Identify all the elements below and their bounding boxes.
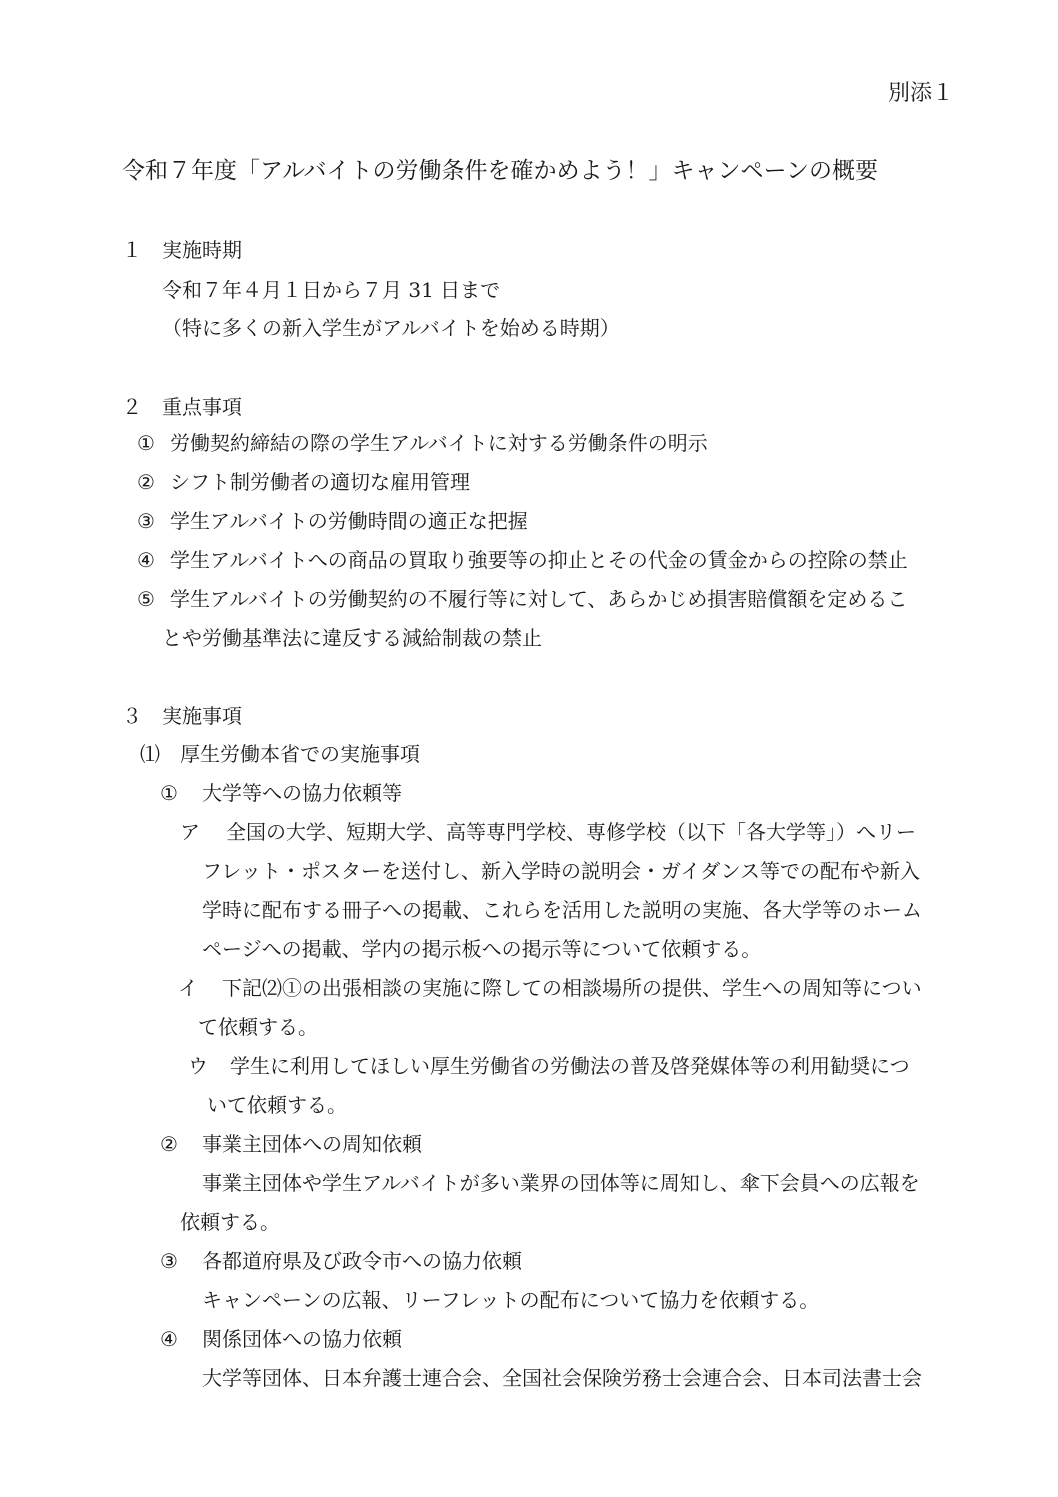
focus-item-2-marker: ②	[137, 470, 155, 494]
item-3-marker: ③	[160, 1249, 178, 1273]
item-2-heading: 事業主団体への周知依頼	[202, 1132, 422, 1156]
focus-item-2-text: シフト制労働者の適切な雇用管理	[170, 470, 470, 494]
item-1-u-line-1: 学生に利用してほしい厚生労働省の労働法の普及啓発媒体等の利用勧奨につ	[230, 1054, 910, 1078]
section-3-number: ３	[122, 704, 142, 728]
focus-item-5-text-cont: とや労働基準法に違反する減給制裁の禁止	[162, 626, 542, 650]
section-1-note: （特に多くの新入学生がアルバイトを始める時期）	[162, 316, 620, 340]
item-1-u-marker: ウ	[188, 1054, 208, 1078]
item-1-heading: 大学等への協力依頼等	[202, 781, 402, 805]
item-1-a-line-4: ページへの掲載、学内の掲示板への掲示等について依頼する。	[202, 937, 762, 961]
item-1-i-line-2: て依頼する。	[198, 1015, 318, 1039]
focus-item-5-marker: ⑤	[137, 587, 155, 611]
item-4-heading: 関係団体への協力依頼	[202, 1327, 402, 1351]
subsection-1-heading: 厚生労働本省での実施事項	[180, 742, 420, 766]
section-1-number: １	[122, 238, 142, 262]
subsection-1-marker: ⑴	[140, 742, 160, 766]
item-1-i-marker: イ	[178, 976, 198, 1000]
section-2-number: ２	[122, 395, 142, 419]
item-1-marker: ①	[160, 781, 178, 805]
focus-item-3-text: 学生アルバイトの労働時間の適正な把握	[170, 509, 528, 533]
section-3-heading: 実施事項	[162, 704, 242, 728]
attachment-label: 別添１	[888, 81, 955, 106]
focus-item-4-marker: ④	[137, 548, 155, 572]
document-title: 令和７年度「アルバイトの労働条件を確かめよう！」キャンペーンの概要	[122, 158, 879, 184]
section-1-period: 令和７年４月１日から７月 31 日まで	[162, 278, 501, 302]
item-4-marker: ④	[160, 1327, 178, 1351]
focus-item-1-text: 労働契約締結の際の学生アルバイトに対する労働条件の明示	[170, 431, 708, 455]
item-1-a-line-2: フレット・ポスターを送付し、新入学時の説明会・ガイダンス等での配布や新入	[202, 859, 920, 883]
item-1-u-line-2: いて依頼する。	[207, 1093, 347, 1117]
item-2-marker: ②	[160, 1132, 178, 1156]
item-3-heading: 各都道府県及び政令市への協力依頼	[202, 1249, 522, 1273]
item-1-a-line-3: 学時に配布する冊子への掲載、これらを活用した説明の実施、各大学等のホーム	[202, 898, 922, 922]
focus-item-1-marker: ①	[137, 431, 155, 455]
item-4-line-1: 大学等団体、日本弁護士連合会、全国社会保険労務士会連合会、日本司法書士会	[202, 1366, 922, 1390]
focus-item-3-marker: ③	[137, 509, 155, 533]
focus-item-5-text: 学生アルバイトの労働契約の不履行等に対して、あらかじめ損害賠償額を定めるこ	[170, 587, 908, 611]
item-1-i-line-1: 下記⑵①の出張相談の実施に際しての相談場所の提供、学生への周知等につい	[222, 976, 922, 1000]
item-2-line-2: 依頼する。	[180, 1210, 280, 1234]
item-2-line-1: 事業主団体や学生アルバイトが多い業界の団体等に周知し、傘下会員への広報を	[202, 1171, 920, 1195]
item-1-a-marker: ア	[180, 820, 200, 844]
item-1-a-line-1: 全国の大学、短期大学、高等専門学校、専修学校（以下「各大学等」）へリー	[226, 820, 916, 844]
focus-item-4-text: 学生アルバイトへの商品の買取り強要等の抑止とその代金の賃金からの控除の禁止	[170, 548, 908, 572]
section-2-heading: 重点事項	[162, 395, 242, 419]
section-1-heading: 実施時期	[162, 238, 242, 262]
item-3-line-1: キャンペーンの広報、リーフレットの配布について協力を依頼する。	[202, 1288, 820, 1312]
